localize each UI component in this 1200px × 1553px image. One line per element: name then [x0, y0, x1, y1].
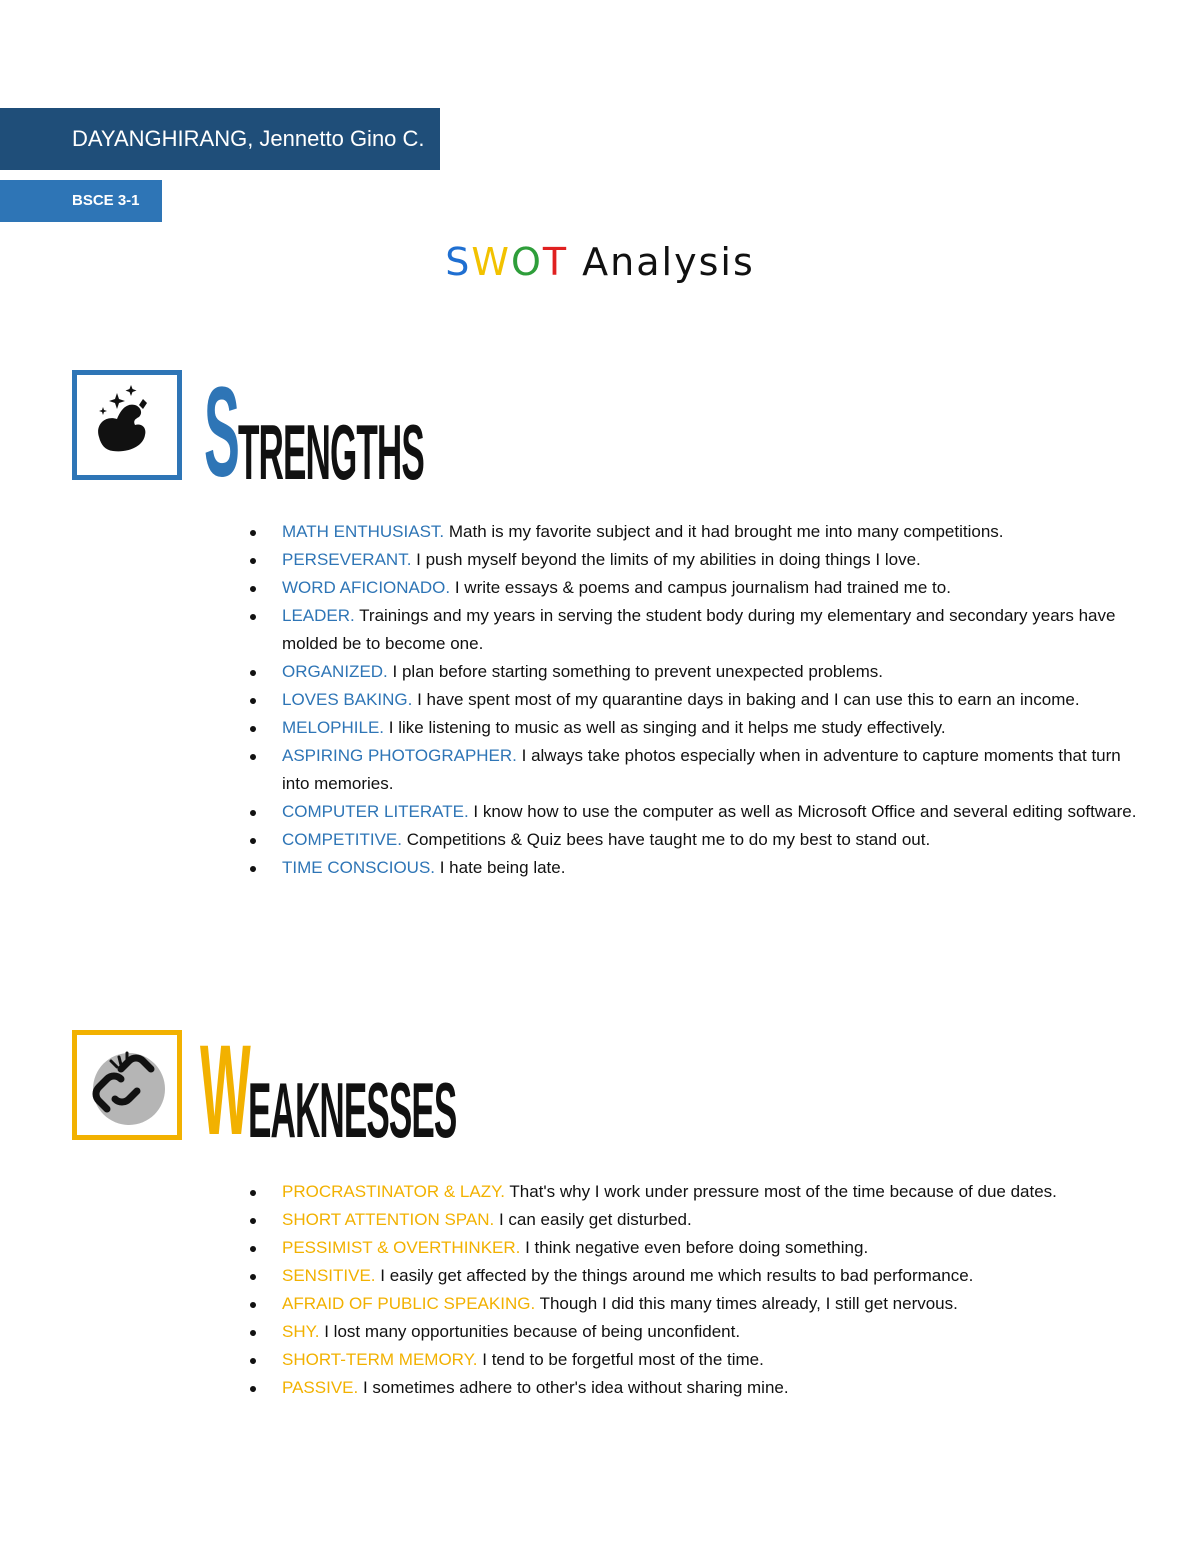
title-letter-s: S	[445, 240, 472, 284]
page-title	[0, 240, 1200, 284]
list-item	[244, 1206, 1144, 1234]
strength-text: I hate being late.	[435, 858, 566, 877]
strengths-heading-first: S	[204, 361, 240, 504]
strength-key: WORD AFICIONADO.	[282, 578, 451, 597]
student-name: DAYANGHIRANG, Jennetto Gino C.	[72, 126, 425, 151]
title-letter-t: T	[542, 240, 569, 284]
list-item	[244, 854, 1144, 882]
weakness-text: That's why I work under pressure most of the time because of due dates.	[504, 1182, 1057, 1201]
title-letter-o: O	[510, 240, 543, 284]
strength-text: Math is my favorite subject and it had brought me into many competitions.	[444, 522, 1004, 541]
list-item	[244, 574, 1144, 602]
list-item	[244, 602, 1144, 658]
list-item	[244, 1290, 1144, 1318]
strength-text: Competitions & Quiz bees have taught me to do my best to stand out.	[401, 830, 931, 849]
list-item	[244, 1178, 1144, 1206]
strength-text: I like listening to music as well as singing and it helps me study effectively.	[384, 718, 946, 737]
strength-key: MELOPHILE.	[282, 718, 385, 737]
strength-key: ORGANIZED.	[282, 662, 388, 681]
title-rest: Analysis	[568, 240, 755, 284]
strength-key: PERSEVERANT.	[282, 550, 412, 569]
strength-key: LEADER.	[282, 606, 355, 625]
weaknesses-icon-box	[72, 1030, 182, 1140]
weakness-key: PASSIVE.	[282, 1378, 359, 1397]
weaknesses-heading-first: W	[200, 1019, 251, 1162]
weakness-key: SENSITIVE.	[282, 1266, 376, 1285]
strength-text: I have spent most of my quarantine days in baking and I can use this to earn an income.	[412, 690, 1080, 709]
strength-key: COMPUTER LITERATE.	[282, 802, 469, 821]
list-item	[244, 1234, 1144, 1262]
section-banner	[0, 180, 162, 222]
strength-key: TIME CONSCIOUS.	[282, 858, 436, 877]
strength-key: ASPIRING PHOTOGRAPHER.	[282, 746, 517, 765]
weakness-key: SHORT-TERM MEMORY.	[282, 1350, 478, 1369]
strength-key: LOVES BAKING.	[282, 690, 413, 709]
weakness-text: I can easily get disturbed.	[494, 1210, 692, 1229]
list-item	[244, 826, 1144, 854]
list-item	[244, 1318, 1144, 1346]
strength-text: I always take photos especially when in adventure to capture moments that turn into memories.	[282, 746, 1121, 793]
list-item	[244, 686, 1144, 714]
list-item	[244, 1374, 1144, 1402]
weakness-text: I think negative even before doing something.	[520, 1238, 869, 1257]
list-item	[244, 1346, 1144, 1374]
list-item	[244, 658, 1144, 686]
strengths-list	[244, 518, 1144, 882]
weakness-key: AFRAID OF PUBLIC SPEAKING.	[282, 1294, 536, 1313]
strength-key: COMPETITIVE.	[282, 830, 402, 849]
weakness-text: I easily get affected by the things around me which results to bad performance.	[375, 1266, 974, 1285]
list-item	[244, 798, 1144, 826]
broken-link-icon	[77, 1035, 177, 1135]
weaknesses-list	[244, 1178, 1144, 1402]
list-item	[244, 714, 1144, 742]
strength-key: MATH ENTHUSIAST.	[282, 522, 445, 541]
title-letter-w: W	[471, 240, 511, 284]
weakness-key: PROCRASTINATOR & LAZY.	[282, 1182, 505, 1201]
list-item	[244, 518, 1144, 546]
strengths-icon-box	[72, 370, 182, 480]
weakness-key: SHY.	[282, 1322, 320, 1341]
list-item	[244, 546, 1144, 574]
flexed-arm-icon	[77, 375, 177, 475]
strength-text: I push myself beyond the limits of my abilities in doing things I love.	[411, 550, 921, 569]
strength-text: I write essays & poems and campus journalism had trained me to.	[450, 578, 951, 597]
weakness-text: I sometimes adhere to other's idea without sharing mine.	[358, 1378, 789, 1397]
weakness-text: I lost many opportunities because of being unconfident.	[319, 1322, 741, 1341]
section-label: BSCE 3-1	[72, 192, 140, 209]
strengths-heading-rest: TRENGTHS	[238, 408, 424, 496]
weakness-key: PESSIMIST & OVERTHINKER.	[282, 1238, 521, 1257]
name-banner	[0, 108, 440, 170]
weakness-text: I tend to be forgetful most of the time.	[477, 1350, 764, 1369]
weaknesses-heading-rest: EAKNESSES	[248, 1066, 457, 1154]
weakness-text: Though I did this many times already, I still get nervous.	[535, 1294, 958, 1313]
weakness-key: SHORT ATTENTION SPAN.	[282, 1210, 495, 1229]
strength-text: I know how to use the computer as well as Microsoft Office and several editing software.	[468, 802, 1137, 821]
strength-text: I plan before starting something to prevent unexpected problems.	[387, 662, 883, 681]
list-item	[244, 742, 1144, 798]
list-item	[244, 1262, 1144, 1290]
strength-text: Trainings and my years in serving the student body during my elementary and secondary years have molded be to become one.	[282, 606, 1116, 653]
